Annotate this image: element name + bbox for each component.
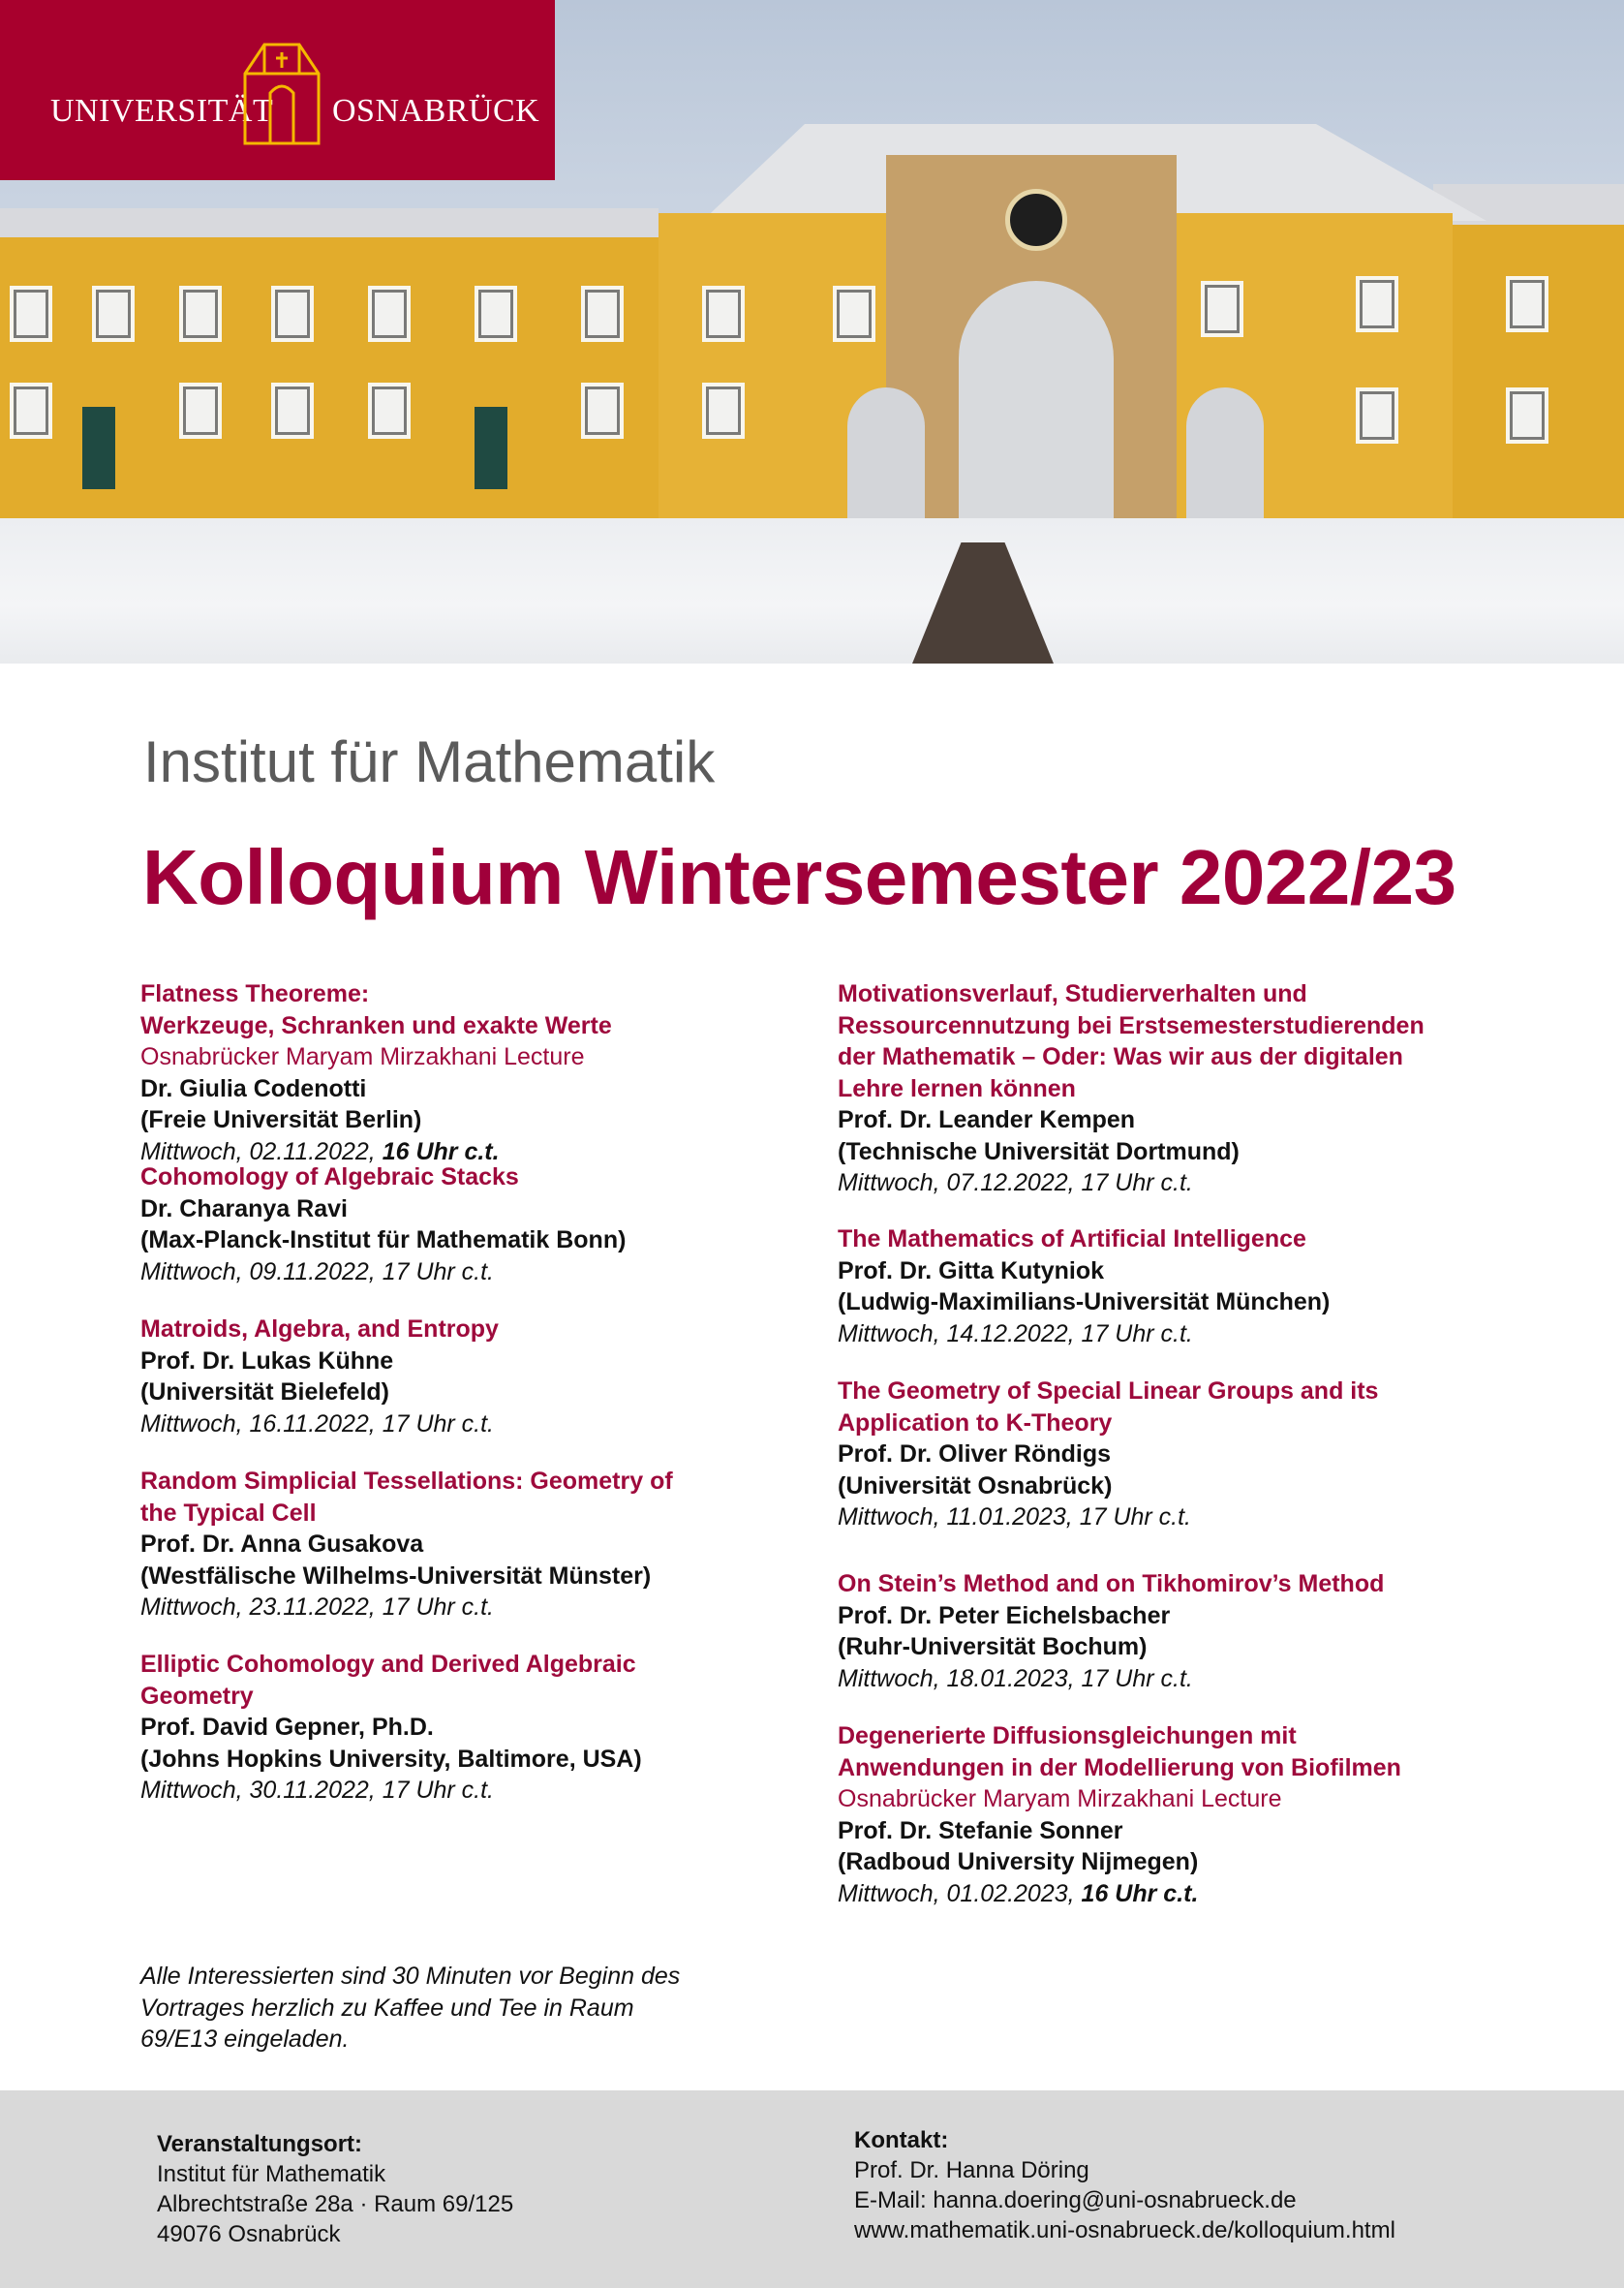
window: [581, 286, 624, 342]
window: [92, 286, 135, 342]
talk-title: Matroids, Algebra, and Entropy: [140, 1315, 499, 1343]
snowy-lawn: [0, 518, 1624, 664]
window: [1356, 387, 1398, 444]
speaker-name: Dr. Charanya Ravi: [140, 1194, 348, 1222]
talk-entry: [140, 1161, 760, 1283]
talk-title: The Geometry of Special Linear Groups and its: [838, 1377, 1379, 1405]
talk-date: Mittwoch, 30.11.2022, 17 Uhr c.t.: [140, 1777, 495, 1804]
window: [702, 383, 745, 439]
window: [271, 286, 314, 342]
talk-time: 17 Uhr c.t.: [382, 1777, 495, 1804]
talk-time: 16 Uhr c.t.: [382, 1137, 500, 1165]
window: [475, 286, 517, 342]
window: [10, 383, 52, 439]
speaker-name: Prof. Dr. Oliver Röndigs: [838, 1440, 1111, 1468]
talk-title: Ressourcennutzung bei Erstsemesterstudierenden: [838, 1011, 1425, 1039]
window: [10, 286, 52, 342]
talk-title: Flatness Theoreme:: [140, 980, 370, 1007]
speaker-name: Prof. Dr. Leander Kempen: [838, 1106, 1136, 1133]
speaker-name: Prof. Dr. Anna Gusakova: [140, 1530, 424, 1558]
window: [702, 286, 745, 342]
logo-word-left: UNIVERSITÄT: [50, 93, 274, 129]
clock-icon: [1005, 189, 1067, 251]
contact-block: [854, 2125, 1395, 2245]
window: [179, 286, 222, 342]
talk-date: Mittwoch, 09.11.2022, 17 Uhr c.t.: [140, 1257, 495, 1285]
talks-column-left: [140, 978, 760, 1807]
speaker-affiliation: (Max-Planck-Institut für Mathematik Bonn): [140, 1226, 627, 1253]
logo-word-right: OSNABRÜCK: [332, 93, 540, 129]
speaker-name: Prof. Dr. Gitta Kutyniok: [838, 1256, 1105, 1284]
talk-title: Lehre lernen können: [838, 1074, 1076, 1102]
talk-date: Mittwoch, 23.11.2022, 17 Uhr c.t.: [140, 1593, 495, 1621]
window: [271, 383, 314, 439]
talk-date: Mittwoch, 07.12.2022, 17 Uhr c.t.: [838, 1169, 1193, 1196]
talk-time: 17 Uhr c.t.: [382, 1257, 495, 1285]
campus-photo: [0, 0, 1624, 664]
speaker-affiliation: (Universität Osnabrück): [838, 1471, 1113, 1500]
note-line: Alle Interessierten sind 30 Minuten vor Beginn des: [140, 1963, 681, 1990]
talk-title: Motivationsverlauf, Studierverhalten und: [838, 980, 1307, 1007]
talks-column-right: [838, 978, 1516, 1909]
door: [475, 407, 507, 489]
talk-title: Degenerierte Diffusionsgleichungen mit: [838, 1722, 1297, 1749]
venue-block: [157, 2129, 513, 2249]
talk-time: 17 Uhr c.t.: [1081, 1319, 1193, 1347]
window: [1201, 281, 1243, 337]
university-logo[interactable]: [0, 0, 555, 180]
door: [82, 407, 115, 489]
talk-title: Werkzeuge, Schranken und exakte Werte: [140, 1011, 612, 1039]
window: [581, 383, 624, 439]
note-line: Vortrages herzlich zu Kaffee und Tee in Raum: [140, 1994, 634, 2022]
speaker-affiliation: (Technische Universität Dortmund): [838, 1137, 1240, 1165]
talk-entry: [838, 1720, 1516, 1909]
venue-heading: Veranstaltungsort:: [157, 2131, 363, 2157]
talk-title: Elliptic Cohomology and Derived Algebraic: [140, 1651, 636, 1678]
speaker-affiliation: (Universität Bielefeld): [140, 1378, 390, 1406]
roof-right: [1433, 184, 1624, 228]
venue-line: Institut für Mathematik: [157, 2161, 386, 2187]
venue-line: 49076 Osnabrück: [157, 2221, 341, 2247]
talk-title: Anwendungen in der Modellierung von Biofilmen: [838, 1753, 1401, 1781]
website-link[interactable]: www.mathematik.uni-osnabrueck.de/kolloquium.html: [854, 2217, 1395, 2243]
talk-title: On Stein’s Method and on Tikhomirov’s Method: [838, 1570, 1385, 1597]
window: [833, 286, 875, 342]
main-archway: [959, 281, 1114, 533]
talk-title: Random Simplicial Tessellations: Geometry of: [140, 1468, 673, 1495]
speaker-name: Dr. Giulia Codenotti: [140, 1074, 367, 1102]
speaker-name: Prof. Dr. Stefanie Sonner: [838, 1816, 1123, 1844]
talk-title: the Typical Cell: [140, 1499, 317, 1527]
talk-entry: [140, 1649, 760, 1807]
talk-entry: [140, 1466, 760, 1621]
talk-entry: [838, 978, 1516, 1196]
venue-line: Albrechtstraße 28a · Raum 69/125: [157, 2191, 514, 2217]
contact-email-link[interactable]: E-Mail: hanna.doering@uni-osnabrueck.de: [854, 2187, 1297, 2213]
institute-heading: Institut für Mathematik: [143, 729, 716, 794]
talk-date: Mittwoch, 14.12.2022, 17 Uhr c.t.: [838, 1319, 1193, 1347]
talk-entry: [140, 978, 760, 1165]
talk-entry: [140, 1314, 760, 1438]
speaker-name: Prof. David Gepner, Ph.D.: [140, 1714, 434, 1741]
university-emblem-icon: [237, 37, 326, 153]
lecture-series: Osnabrücker Maryam Mirzakhani Lecture: [140, 1043, 585, 1070]
talk-date: Mittwoch, 16.11.2022, 17 Uhr c.t.: [140, 1409, 495, 1438]
talk-title: The Mathematics of Artificial Intelligence: [838, 1225, 1306, 1252]
talk-title: Cohomology of Algebraic Stacks: [140, 1163, 519, 1190]
talk-date: Mittwoch, 11.01.2023, 17 Uhr c.t.: [838, 1503, 1192, 1530]
speaker-affiliation: (Radboud University Nijmegen): [838, 1848, 1199, 1875]
talk-time: 17 Uhr c.t.: [1081, 1169, 1193, 1196]
talk-entry: [838, 1568, 1516, 1692]
talk-date: Mittwoch, 01.02.2023, 16 Uhr c.t.: [838, 1879, 1199, 1907]
coffee-invitation-note: [140, 1961, 780, 2056]
talk-time: 17 Uhr c.t.: [1079, 1503, 1192, 1530]
page-title: Kolloquium Wintersemester 2022/23: [142, 834, 1456, 920]
window: [368, 286, 411, 342]
talk-entry: [838, 1223, 1516, 1345]
window: [1356, 276, 1398, 332]
talk-time: 16 Uhr c.t.: [1081, 1879, 1199, 1907]
talk-entry: [838, 1376, 1516, 1528]
speaker-affiliation: (Freie Universität Berlin): [140, 1106, 422, 1133]
talk-date: Mittwoch, 18.01.2023, 17 Uhr c.t.: [838, 1664, 1193, 1692]
speaker-name: Prof. Dr. Lukas Kühne: [140, 1346, 394, 1375]
talk-time: 17 Uhr c.t.: [382, 1409, 495, 1438]
speaker-affiliation: (Westfälische Wilhelms-Universität Münster): [140, 1561, 652, 1590]
talk-title: der Mathematik – Oder: Was wir aus der digitalen: [838, 1043, 1403, 1070]
talk-time: 17 Uhr c.t.: [1081, 1664, 1193, 1692]
side-archway-right: [1186, 387, 1264, 528]
side-archway-left: [847, 387, 925, 528]
speaker-affiliation: (Ruhr-Universität Bochum): [838, 1633, 1148, 1660]
speaker-affiliation: (Ludwig-Maximilians-Universität München): [838, 1288, 1331, 1315]
talk-time: 17 Uhr c.t.: [382, 1593, 495, 1621]
talk-title: Application to K-Theory: [838, 1408, 1113, 1437]
contact-name: Prof. Dr. Hanna Döring: [854, 2157, 1089, 2183]
window: [368, 383, 411, 439]
window: [179, 383, 222, 439]
speaker-affiliation: (Johns Hopkins University, Baltimore, USA): [140, 1745, 642, 1773]
speaker-name: Prof. Dr. Peter Eichelsbacher: [838, 1601, 1171, 1629]
window: [1506, 276, 1548, 332]
note-line: 69/E13 eingeladen.: [140, 2025, 350, 2053]
contact-heading: Kontakt:: [854, 2127, 949, 2153]
footer: [0, 2090, 1624, 2288]
lecture-series: Osnabrücker Maryam Mirzakhani Lecture: [838, 1785, 1282, 1812]
talk-date: Mittwoch, 02.11.2022, 16 Uhr c.t.: [140, 1137, 500, 1165]
talk-title: Geometry: [140, 1682, 254, 1710]
window: [1506, 387, 1548, 444]
